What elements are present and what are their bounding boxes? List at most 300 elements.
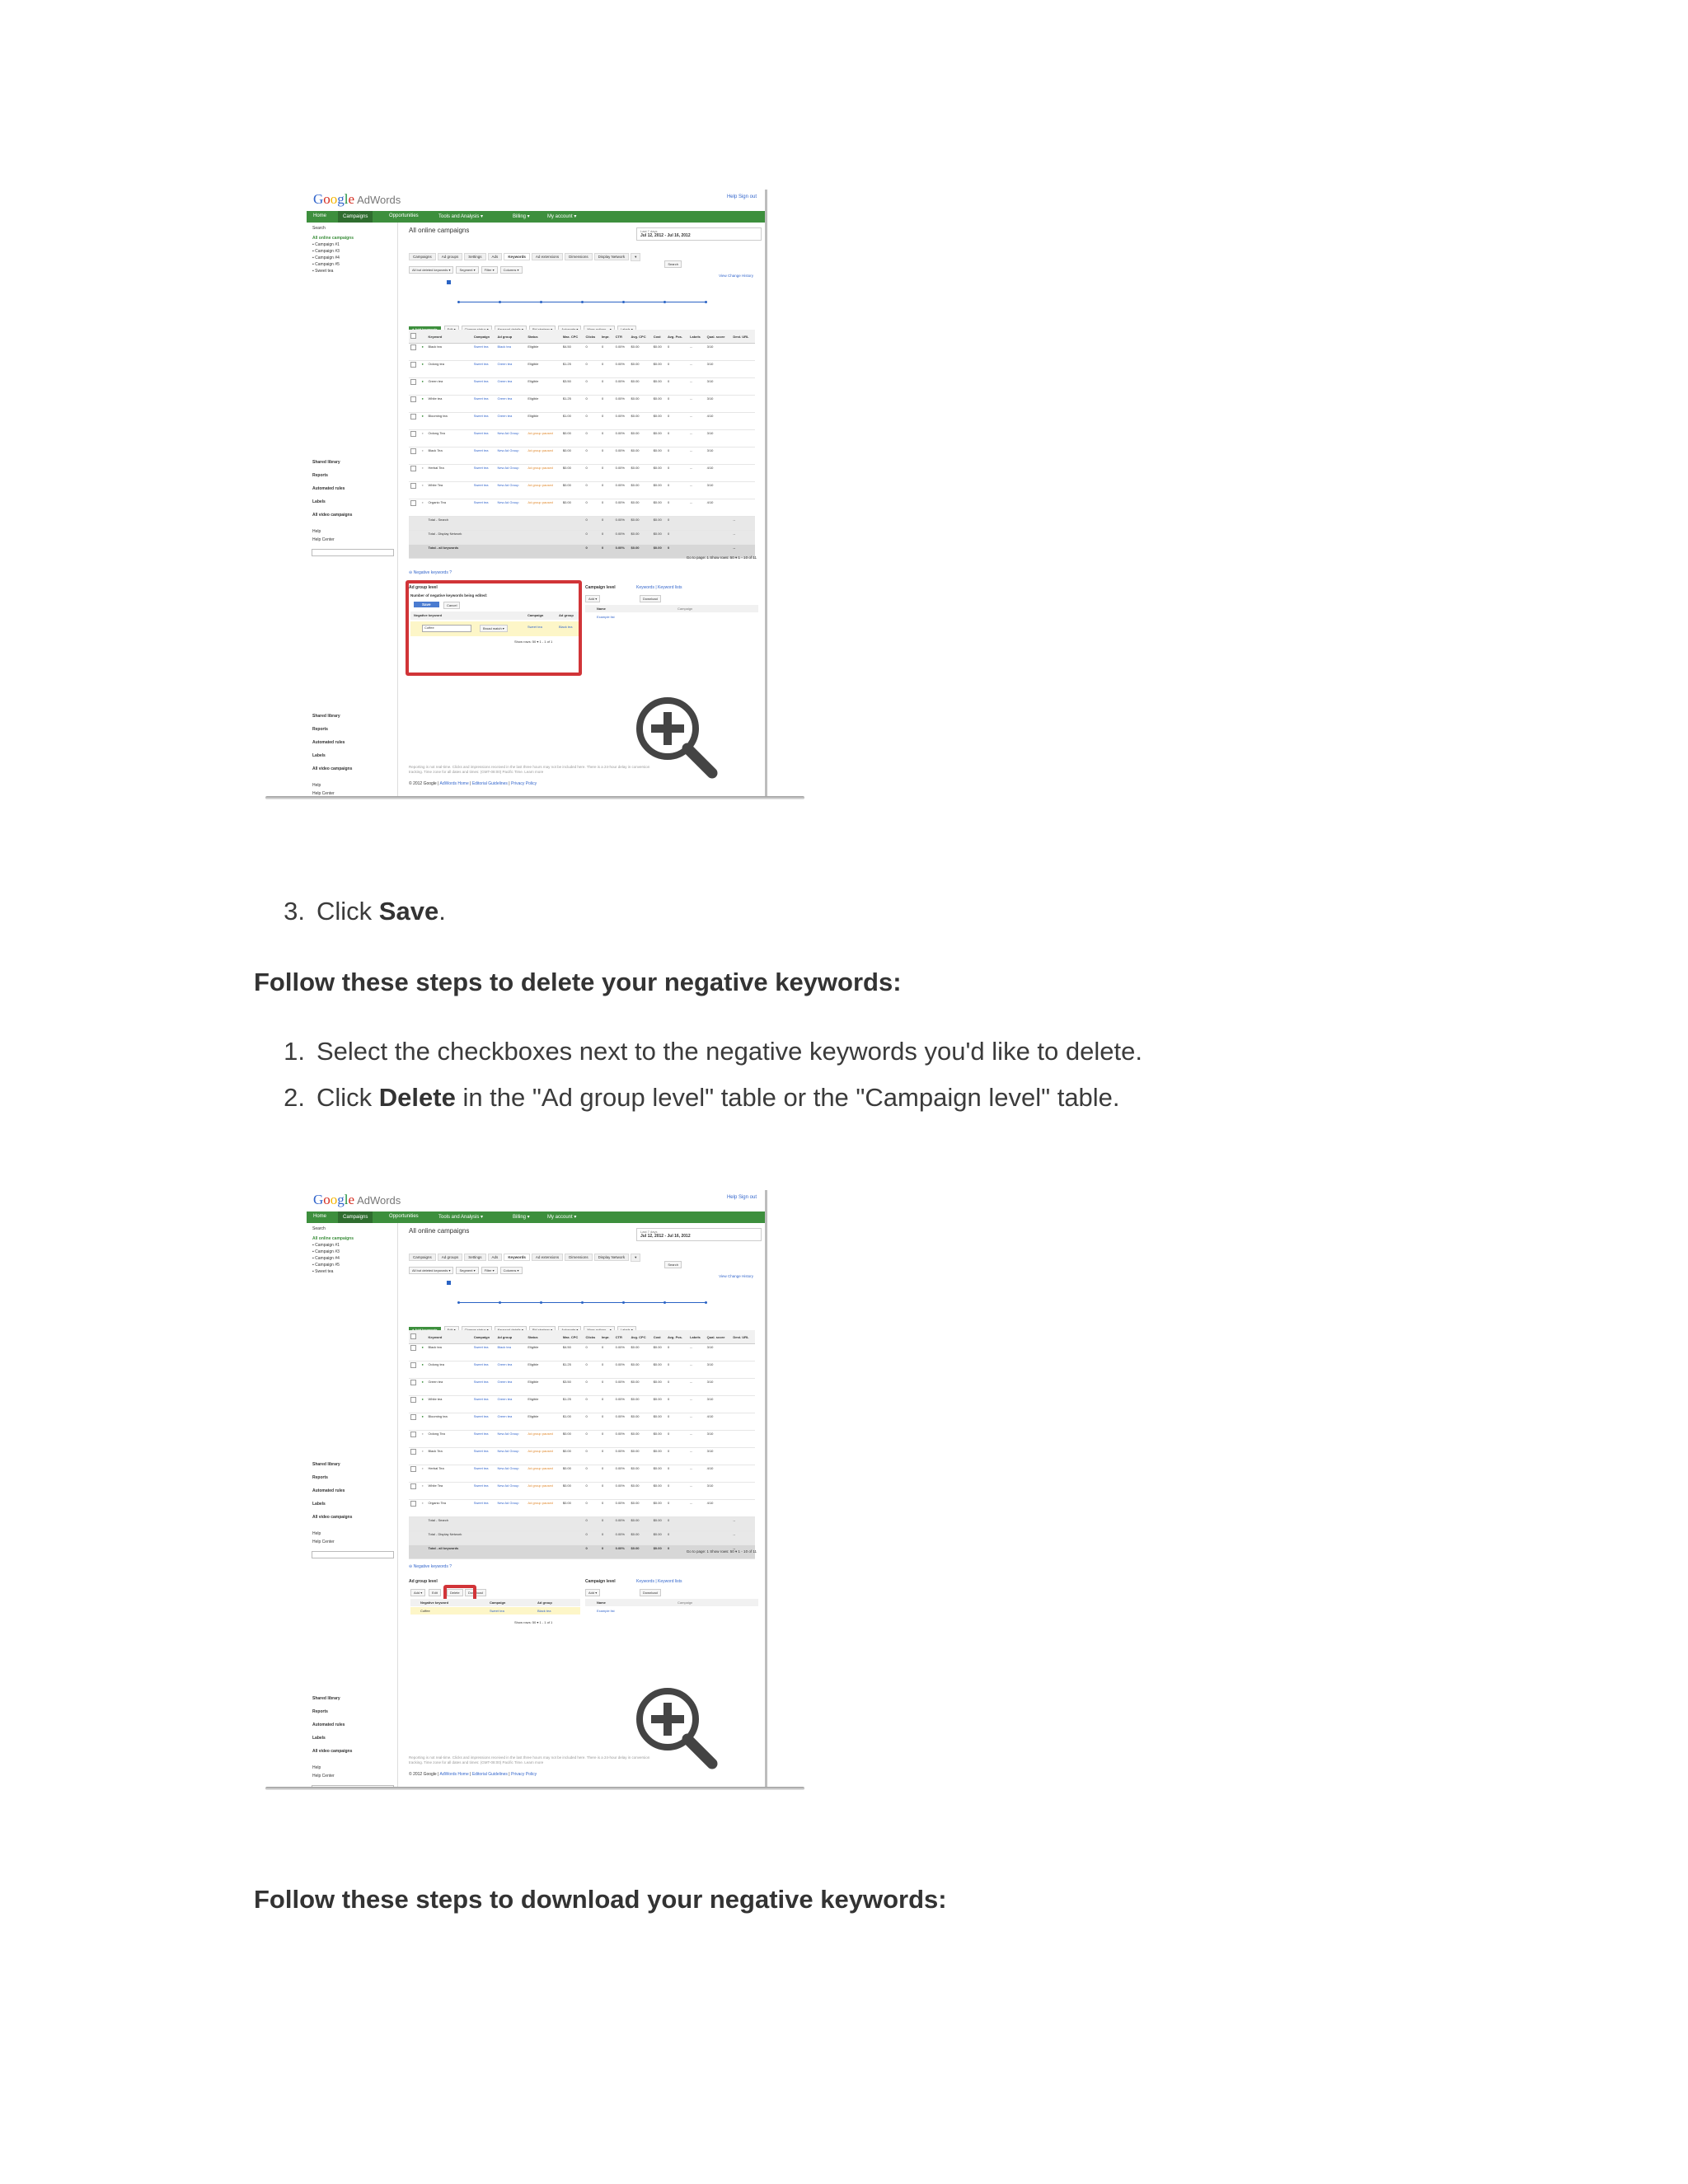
keyword-cell[interactable]: Green tea [426, 378, 471, 396]
tab-1[interactable]: Ad groups [438, 253, 463, 260]
all-campaigns-link[interactable]: All online campaigns [312, 236, 354, 241]
nav-item[interactable]: Opportunities [389, 213, 419, 218]
totals-cell: 0.00% [614, 1531, 630, 1545]
nav-item[interactable]: Billing ▾ [513, 1215, 530, 1220]
nav-item[interactable]: Opportunities [389, 1214, 419, 1219]
footer-link[interactable]: AdWords Home [439, 1772, 469, 1777]
help-link[interactable]: Help Center [312, 1774, 335, 1779]
help-link[interactable]: Help Center [312, 791, 335, 796]
sidebar-link[interactable]: Shared library [312, 460, 340, 465]
sidebar-link[interactable]: Reports [312, 1709, 328, 1714]
adgroup-cell[interactable]: New Ad Group [495, 482, 526, 499]
tab-4[interactable]: Keywords [504, 1254, 530, 1261]
row-checkbox[interactable] [410, 1449, 416, 1455]
filter-dropdown[interactable]: Segment ▾ [456, 266, 478, 274]
metric-cell: 0 [600, 1396, 614, 1413]
tab-7[interactable]: Display Network [594, 253, 630, 260]
date-range-picker[interactable] [636, 1228, 762, 1241]
campaign-value[interactable]: Sweet tea [528, 625, 542, 629]
campaign-download-button[interactable]: Download [640, 595, 661, 602]
column-header[interactable]: Clicks [584, 1330, 600, 1344]
figure-shadow [265, 1787, 804, 1790]
tab-3[interactable]: Ads [488, 253, 503, 260]
column-header[interactable]: Keyword [426, 330, 471, 344]
totals-cell [706, 517, 732, 531]
metric-cell: $0.00 [652, 1431, 666, 1448]
column-header[interactable]: Campaign [472, 1330, 496, 1344]
campaign-cell[interactable]: Sweet tea [472, 1396, 496, 1413]
step-text: Click [316, 897, 379, 926]
page-title: All online campaigns [409, 1227, 470, 1235]
keyword-cell[interactable]: Oolong tea [426, 1361, 471, 1379]
tab-4[interactable]: Keywords [504, 253, 530, 260]
column-header[interactable] [409, 1330, 420, 1344]
neg-kw-input[interactable]: Coffee [422, 625, 471, 632]
campaign-cell[interactable]: Sweet tea [472, 1344, 496, 1361]
download-btn[interactable]: Download [465, 1589, 486, 1596]
sidebar-link[interactable]: Automated rules [312, 486, 345, 491]
adgroup-level-title: Ad group level [409, 1579, 438, 1584]
sidebar-link[interactable]: Shared library [312, 1696, 340, 1701]
delete-btn[interactable]: Delete [447, 1589, 463, 1596]
nav-item[interactable]: Tools and Analysis ▾ [438, 214, 484, 219]
adgroup-cell[interactable]: New Ad Group [495, 1500, 526, 1517]
nav-item[interactable]: My account ▾ [547, 1215, 577, 1220]
metric-cell: $1.25 [561, 361, 584, 378]
campaign-cell[interactable]: Sweet tea [472, 396, 496, 413]
keyword-cell[interactable]: Green tea [426, 1379, 471, 1396]
sidebar-link[interactable]: Automated rules [312, 1488, 345, 1493]
tab-0[interactable]: Campaigns [409, 1254, 436, 1261]
column-header[interactable]: Campaign [472, 330, 496, 344]
adgroup-cell[interactable]: Green tea [495, 396, 526, 413]
column-header[interactable]: Avg. CPC [630, 330, 652, 344]
row-checkbox[interactable] [410, 466, 416, 471]
sidebar-link[interactable]: Labels [312, 499, 326, 504]
row-checkbox[interactable] [410, 500, 416, 506]
status-cell: Eligible [526, 1344, 560, 1361]
keyword-cell[interactable]: Black tea [426, 1344, 471, 1361]
totals-cell [561, 1517, 584, 1531]
sidebar-link[interactable]: Labels [312, 1502, 326, 1507]
sidebar-link[interactable]: All video campaigns [312, 1749, 353, 1754]
metric-cell: 0 [666, 1465, 688, 1483]
filter-dropdown[interactable]: All but deleted keywords ▾ [409, 1267, 453, 1274]
metric-cell: -- [688, 465, 706, 482]
tab-7[interactable]: Display Network [594, 1254, 630, 1261]
row-checkbox[interactable] [410, 1397, 416, 1403]
app-header [307, 190, 765, 211]
column-header[interactable]: Dest. URL [731, 330, 755, 344]
date-range-picker[interactable] [636, 227, 762, 241]
select-all-checkbox[interactable] [410, 1333, 416, 1339]
add-btn[interactable]: Add ▾ [410, 1589, 425, 1596]
row-checkbox[interactable] [410, 1345, 416, 1351]
totals-cell [526, 1531, 560, 1545]
keyword-cell[interactable]: Blooming tea [426, 413, 471, 430]
adgroup-cell[interactable]: New Ad Group [495, 465, 526, 482]
totals-label: Total - Display Network [426, 1531, 471, 1545]
example-list-link[interactable]: Example list [597, 615, 615, 619]
help-search-input[interactable] [312, 549, 394, 556]
column-header[interactable]: Clicks [584, 330, 600, 344]
campaign-cell[interactable]: Sweet tea [472, 482, 496, 499]
keyword-cell[interactable]: Oolong Tea [426, 430, 471, 448]
row-checkbox[interactable] [410, 362, 416, 368]
negative-keywords-toggle[interactable]: ⊖ Negative keywords ? [409, 570, 452, 575]
metric-cell: 3/10 [706, 482, 732, 499]
metric-cell: 0 [600, 430, 614, 448]
view-change-history-link[interactable]: View Change History [719, 1274, 753, 1278]
totals-cell: 0.00% [614, 545, 630, 559]
nav-item[interactable]: Home [313, 213, 327, 218]
campaign-item[interactable]: ▪ Campaign #5 [312, 1263, 340, 1268]
row-checkbox[interactable] [410, 344, 416, 350]
help-link[interactable]: Help [312, 783, 321, 788]
help-link[interactable]: Help [312, 529, 321, 534]
column-header[interactable]: Ad group [495, 330, 526, 344]
adgroup-cell[interactable]: New Ad Group [495, 430, 526, 448]
adgroup-header: Ad group [537, 1601, 552, 1605]
row-checkbox[interactable] [410, 1483, 416, 1489]
keyword-cell[interactable]: White Tea [426, 1483, 471, 1500]
totals-cell: $0.00 [630, 1545, 652, 1559]
footer-link[interactable]: Privacy Policy [510, 1772, 537, 1777]
metric-cell: $0.00 [652, 344, 666, 361]
column-header[interactable]: Cost [652, 330, 666, 344]
neg-kw-value: Coffee [420, 1609, 430, 1613]
metric-cell: 0.00% [614, 448, 630, 465]
column-header[interactable] [420, 330, 427, 344]
all-campaigns-link[interactable]: All online campaigns [312, 1236, 354, 1241]
column-header[interactable]: Avg. CPC [630, 1330, 652, 1344]
metric-cell: 0.00% [614, 1361, 630, 1379]
totals-cell [495, 1531, 526, 1545]
row-checkbox[interactable] [410, 1432, 416, 1437]
tab-2[interactable]: Settings [464, 1254, 485, 1261]
step-text: Click [316, 1083, 379, 1112]
campaign-cell[interactable]: Sweet tea [472, 499, 496, 517]
column-header[interactable]: Max. CPC [561, 330, 584, 344]
column-header[interactable]: Impr. [600, 330, 614, 344]
campaign-cell[interactable]: Sweet tea [472, 1448, 496, 1465]
column-header[interactable]: CTR [614, 1330, 630, 1344]
tab-5[interactable]: Ad extensions [532, 1254, 563, 1261]
row-checkbox[interactable] [410, 1501, 416, 1507]
tab-3[interactable]: Ads [488, 1254, 503, 1261]
sidebar-link[interactable]: Shared library [312, 1462, 340, 1467]
tab-2[interactable]: Settings [464, 253, 485, 260]
keyword-cell[interactable]: Black Tea [426, 448, 471, 465]
nav-item[interactable]: Home [313, 1214, 327, 1219]
campaign-download-button[interactable]: Download [640, 1589, 661, 1596]
campaign-cell[interactable]: Sweet tea [472, 1500, 496, 1517]
keyword-cell[interactable]: Blooming tea [426, 1413, 471, 1431]
totals-cell: -- [731, 1545, 755, 1559]
help-link[interactable]: Help [312, 1531, 321, 1536]
totals-cell: 0 [584, 517, 600, 531]
column-header[interactable]: Ad group [495, 1330, 526, 1344]
nav-item[interactable]: Campaigns [338, 211, 373, 223]
metric-cell: 4/10 [706, 465, 732, 482]
help-link[interactable]: Help Center [312, 537, 335, 542]
adgroup-cell[interactable]: New Ad Group [495, 1431, 526, 1448]
campaign-cell[interactable]: Sweet tea [472, 430, 496, 448]
keywords-table [409, 330, 755, 559]
footer-link[interactable]: Editorial Guidelines [471, 781, 508, 786]
campaign-level-title: Campaign level [585, 1579, 616, 1584]
sidebar-link[interactable]: Labels [312, 1736, 326, 1741]
keyword-lists-links[interactable]: Keywords | Keyword lists [636, 1579, 682, 1584]
keyword-cell[interactable]: Black Tea [426, 1448, 471, 1465]
adgroup-cell[interactable]: New Ad Group [495, 1483, 526, 1500]
campaign-item[interactable]: ▪ Campaign #4 [312, 1256, 340, 1261]
column-header[interactable] [420, 1330, 427, 1344]
edit-btn[interactable]: Edit [429, 1589, 441, 1596]
cancel-button[interactable]: Cancel [443, 602, 460, 609]
column-header[interactable]: Avg. Pos. [666, 1330, 688, 1344]
campaign-item[interactable]: ▪ Campaign #1 [312, 242, 340, 247]
sidebar-link[interactable]: Shared library [312, 714, 340, 719]
row-checkbox[interactable] [410, 414, 416, 419]
adgroup-cell[interactable]: Green tea [495, 1413, 526, 1431]
tab-8[interactable]: ▾ [631, 253, 640, 261]
campaign-cell[interactable]: Sweet tea [472, 1413, 496, 1431]
negative-keywords-toggle[interactable]: ⊖ Negative keywords ? [409, 1564, 452, 1569]
metric-cell: 0.00% [614, 413, 630, 430]
totals-cell: 0 [600, 1545, 614, 1559]
metric-cell [731, 499, 755, 517]
footer-link[interactable]: AdWords Home [439, 781, 469, 786]
metric-cell: 3/10 [706, 1431, 732, 1448]
status-cell: Ad group paused [526, 430, 560, 448]
campaign-add-button[interactable]: Add ▾ [585, 595, 600, 602]
pagination[interactable]: Go to page: 1 Show rows: 50 ▾ 1 - 10 of 11 [686, 555, 757, 560]
column-header[interactable]: Status [526, 1330, 560, 1344]
sidebar-link[interactable]: All video campaigns [312, 1515, 353, 1520]
select-all-checkbox[interactable] [410, 333, 416, 339]
column-header[interactable]: Qual. score [706, 1330, 732, 1344]
save-button[interactable]: Save [414, 602, 439, 607]
metric-cell: -- [688, 1431, 706, 1448]
column-header[interactable]: Cost [652, 1330, 666, 1344]
help-search-input[interactable] [312, 1551, 394, 1558]
adgroup-cell[interactable]: New Ad Group [495, 448, 526, 465]
status-cell: Ad group paused [526, 1465, 560, 1483]
filter-dropdown[interactable]: Columns ▾ [500, 1267, 523, 1274]
column-header[interactable]: Dest. URL [731, 1330, 755, 1344]
top-links[interactable]: Help Sign out [726, 1195, 757, 1200]
row-checkbox[interactable] [410, 431, 416, 437]
campaign-cell[interactable]: Sweet tea [472, 413, 496, 430]
sidebar-link[interactable]: Automated rules [312, 1722, 345, 1727]
campaign-cell[interactable]: Sweet tea [472, 1379, 496, 1396]
sidebar-link[interactable]: All video campaigns [312, 766, 353, 771]
totals-cell: $0.00 [630, 1531, 652, 1545]
name-header: Name [597, 1601, 606, 1605]
campaign-item[interactable]: ▪ Campaign #5 [312, 262, 340, 267]
tab-0[interactable]: Campaigns [409, 253, 436, 260]
column-header[interactable] [409, 330, 420, 344]
metric-cell: -- [688, 1413, 706, 1431]
column-header[interactable]: Max. CPC [561, 1330, 584, 1344]
keyword-cell[interactable]: Herbal Tea [426, 1465, 471, 1483]
match-type-dropdown[interactable]: Broad match ▾ [480, 625, 508, 632]
keyword-cell[interactable]: Organic Tea [426, 1500, 471, 1517]
name-header: Name [597, 607, 606, 611]
table-row [409, 499, 755, 517]
campaign-cell[interactable]: Sweet tea [472, 1431, 496, 1448]
nav-item[interactable]: Tools and Analysis ▾ [438, 1215, 484, 1220]
campaign-cell[interactable]: Sweet tea [472, 361, 496, 378]
metric-cell: 0 [584, 1344, 600, 1361]
column-header[interactable]: Status [526, 330, 560, 344]
metric-cell: $0.00 [630, 1465, 652, 1483]
row-checkbox[interactable] [410, 1380, 416, 1385]
search-label: Search [312, 1226, 326, 1231]
keyword-cell[interactable]: White tea [426, 396, 471, 413]
totals-cell: 0.00% [614, 1545, 630, 1559]
campaign-item[interactable]: ▪ Campaign #3 [312, 249, 340, 254]
keyword-cell[interactable]: Herbal Tea [426, 465, 471, 482]
campaign-cell[interactable]: Sweet tea [472, 1361, 496, 1379]
tab-6[interactable]: Dimensions [565, 1254, 593, 1261]
totals-row [409, 531, 755, 545]
footer-link[interactable]: Privacy Policy [510, 781, 537, 786]
filter-dropdown[interactable]: Filter ▾ [481, 1267, 498, 1274]
column-header[interactable]: CTR [614, 330, 630, 344]
campaign-cell[interactable]: Sweet tea [472, 465, 496, 482]
metric-cell: 0 [584, 1379, 600, 1396]
column-header[interactable]: Avg. Pos. [666, 330, 688, 344]
nav-item[interactable]: Campaigns [338, 1212, 373, 1223]
help-link[interactable]: Help [312, 1765, 321, 1770]
row-checkbox[interactable] [410, 448, 416, 454]
adgroup-cell[interactable]: New Ad Group [495, 1465, 526, 1483]
row-checkbox[interactable] [410, 379, 416, 385]
adgroup-cell[interactable]: Black tea [495, 1344, 526, 1361]
keyword-cell[interactable]: Organic Tea [426, 499, 471, 517]
filter-dropdown[interactable]: Segment ▾ [456, 1267, 478, 1274]
adgroup-cell[interactable]: Green tea [495, 1396, 526, 1413]
step-text: in the "Ad group level" table or the "Campaign level" table. [455, 1083, 1120, 1112]
top-links[interactable]: Help Sign out [726, 194, 757, 199]
sidebar-link[interactable]: Labels [312, 753, 326, 758]
adgroup-value[interactable]: Black tea [559, 625, 573, 629]
metric-cell [731, 1396, 755, 1413]
table-row [409, 482, 755, 499]
adgroup-cell[interactable]: Green tea [495, 1361, 526, 1379]
filter-dropdown[interactable]: Filter ▾ [481, 266, 498, 274]
totals-cell: 0 [666, 1545, 688, 1559]
example-list-link[interactable]: Example list [597, 1609, 615, 1613]
column-header[interactable]: Labels [688, 1330, 706, 1344]
sidebar-link[interactable]: All video campaigns [312, 513, 353, 518]
campaign-item[interactable]: ▪ Sweet tea [312, 269, 334, 274]
campaign-cell[interactable]: Sweet tea [472, 448, 496, 465]
status-dot: ● [420, 344, 427, 361]
campaign-cell[interactable]: Sweet tea [472, 378, 496, 396]
campaign-item[interactable]: ▪ Sweet tea [312, 1269, 334, 1274]
column-header[interactable]: Labels [688, 330, 706, 344]
keyword-cell[interactable]: Black tea [426, 344, 471, 361]
row-checkbox[interactable] [410, 483, 416, 489]
campaign-value[interactable]: Sweet tea [490, 1609, 504, 1613]
pagination[interactable]: Go to page: 1 Show rows: 50 ▾ 1 - 10 of 11 [686, 1549, 757, 1554]
keyword-cell[interactable]: Oolong tea [426, 361, 471, 378]
column-header[interactable]: Keyword [426, 1330, 471, 1344]
sidebar-link[interactable]: Automated rules [312, 740, 345, 745]
row-checkbox[interactable] [410, 396, 416, 402]
row-checkbox[interactable] [410, 1414, 416, 1420]
campaign-add-button[interactable]: Add ▾ [585, 1589, 600, 1596]
row-checkbox[interactable] [410, 1466, 416, 1472]
tab-1[interactable]: Ad groups [438, 1254, 463, 1261]
adgroup-cell[interactable]: Green tea [495, 1379, 526, 1396]
nav-item[interactable]: My account ▾ [547, 214, 577, 219]
metric-cell [731, 1500, 755, 1517]
metric-cell: 0 [600, 465, 614, 482]
adgroup-cell[interactable]: Green tea [495, 361, 526, 378]
keyword-cell[interactable]: White tea [426, 1396, 471, 1413]
adgroup-cell[interactable]: New Ad Group [495, 1448, 526, 1465]
app-header [307, 1190, 765, 1212]
keyword-lists-links[interactable]: Keywords | Keyword lists [636, 585, 682, 590]
search-button[interactable]: Search [664, 1261, 682, 1268]
metric-cell: 0 [600, 1413, 614, 1431]
campaign-cell[interactable]: Sweet tea [472, 344, 496, 361]
tab-8[interactable]: ▾ [631, 1254, 640, 1262]
totals-cell: $0.00 [630, 531, 652, 545]
filter-dropdown[interactable]: All but deleted keywords ▾ [409, 266, 453, 274]
view-change-history-link[interactable]: View Change History [719, 274, 753, 278]
filter-dropdown[interactable]: Columns ▾ [500, 266, 523, 274]
adgroup-cell[interactable]: Green tea [495, 378, 526, 396]
search-button[interactable]: Search [664, 260, 682, 268]
campaign-cell[interactable]: Sweet tea [472, 1483, 496, 1500]
main-nav [307, 1212, 765, 1223]
graph-legend [447, 280, 451, 284]
footer-link[interactable]: Editorial Guidelines [471, 1772, 508, 1777]
campaign-item[interactable]: ▪ Campaign #3 [312, 1249, 340, 1254]
adgroup-cell[interactable]: Black tea [495, 344, 526, 361]
metric-cell: 0 [666, 1448, 688, 1465]
campaign-item[interactable]: ▪ Campaign #1 [312, 1243, 340, 1248]
campaign-cell[interactable]: Sweet tea [472, 1465, 496, 1483]
metric-cell: 0 [584, 448, 600, 465]
keyword-cell[interactable]: Oolong Tea [426, 1431, 471, 1448]
column-header[interactable]: Impr. [600, 1330, 614, 1344]
row-checkbox[interactable] [410, 1362, 416, 1368]
tab-6[interactable]: Dimensions [565, 253, 593, 260]
metric-cell [731, 1431, 755, 1448]
sidebar-link[interactable]: Reports [312, 727, 328, 732]
tab-5[interactable]: Ad extensions [532, 253, 563, 260]
nav-item[interactable]: Billing ▾ [513, 214, 530, 219]
metric-cell: 0 [666, 378, 688, 396]
metric-cell: 3/10 [706, 1396, 732, 1413]
adgroup-cell[interactable]: Green tea [495, 413, 526, 430]
sidebar-link[interactable]: Reports [312, 473, 328, 478]
adgroup-value[interactable]: Black tea [537, 1609, 551, 1613]
campaign-item[interactable]: ▪ Campaign #4 [312, 255, 340, 260]
keyword-cell[interactable]: White Tea [426, 482, 471, 499]
adgroup-cell[interactable]: New Ad Group [495, 499, 526, 517]
graph-point [581, 1301, 584, 1304]
help-link[interactable]: Help Center [312, 1540, 335, 1544]
sidebar-link[interactable]: Reports [312, 1475, 328, 1480]
column-header[interactable]: Qual. score [706, 330, 732, 344]
